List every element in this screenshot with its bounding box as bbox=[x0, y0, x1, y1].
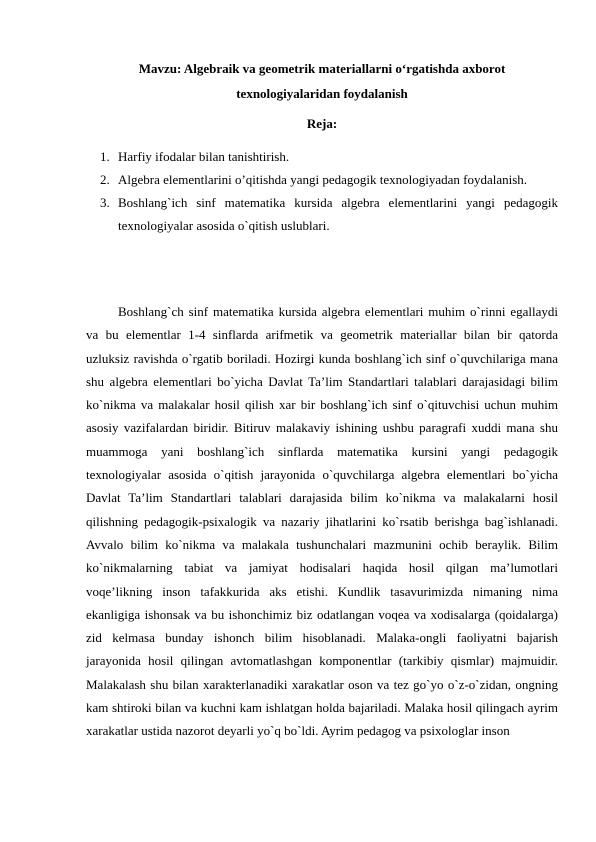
plan-item bbox=[86, 145, 558, 168]
plan-item bbox=[86, 168, 558, 191]
document-title-line-2: texnologiyalaridan foydalanish bbox=[236, 86, 408, 101]
plan-item bbox=[86, 191, 558, 237]
plan-list bbox=[86, 145, 558, 237]
document-title-line-1: Mavzu: Algebraik va geometrik materiallarni o‘rgatishda axborot bbox=[138, 61, 506, 76]
plan-item-text: Algebra elementlarini o’qitishda yangi pedagogik texnologiyadan foydalanish. bbox=[118, 172, 528, 187]
plan-item-number: 1. bbox=[100, 149, 110, 164]
plan-item-text: Boshlang`ich sinf matematika kursida algebra elementlarini yangi pedagogik texnologiyalar asosida o`qitish uslublari. bbox=[118, 195, 558, 233]
plan-item-number: 2. bbox=[100, 172, 110, 187]
plan-item-number: 3. bbox=[100, 195, 110, 210]
body-paragraph: Boshlang`ch sinf matematika kursida algebra elementlari muhim o`rinni egallaydi va bu elementlar 1-4 sinflarda arifmetik va geometrik materiallar bilan bir qatorda uzluksiz ravishda o`rgatib boriladi. Hozirgi kunda boshlang`ich sinf o`quvchilariga mana shu algebra elementlari bo`yicha Davlat Ta’lim Standartlari talablari darajasidagi bilim ko`nikma va malakalar hosil qilish xar bir boshlang`ich sinf o`qituvchisi uchun muhim asosiy vazifalardan biridir. Bitiruv malakaviy ishining ushbu paragrafi xuddi mana shu muammoga yani boshlang`ich sinflarda matematika kursini yangi pedagogik texnologiyalar asosida o`qitish jarayonida o`quvchilarga algebra elementlari bo`yicha Davlat Ta’lim Standartlari talablari darajasida bilim ko`nikma va malakalarni hosil qilishning pedagogik-psixalogik va nazariy jihatlarini ko`rsatib berishga bag`ishlanadi. Avvalo bilim ko`nikma va malakala tushunchalari mazmunini ochib beraylik. Bilim ko`nikmalarning tabiat va jamiyat hodisalari haqida hosil qilgan ma’lumotlari voqe’likning inson tafakkurida aks etishi. Kundlik tasavurimizda nimaning nima ekanligiga ishonsak va bu ishonchimiz biz odatlangan voqea va xodisalarga (qoidalarga) zid kelmasa bunday ishonch bilim hisoblanadi. Malaka-ongli faoliyatni bajarish jarayonida hosil qilingan avtomatlashgan komponentlar (tarkibiy qismlar) majmuidir. Malakalash shu bilan xarakterlanadiki xarakatlar oson va tez go`yo o`z-o`zidan, ongning kam shtiroki bilan va kuchni kam ishlatgan holda bajariladi. Malaka hosil qilingach ayrim xarakatlar ustida nazorot deyarli yo`q bo`ldi. Ayrim pedagog va psixologlar inson bbox=[86, 304, 558, 739]
plan-item-text: Harfiy ifodalar bilan tanishtirish. bbox=[118, 149, 290, 164]
plan-heading: Reja: bbox=[306, 116, 338, 131]
